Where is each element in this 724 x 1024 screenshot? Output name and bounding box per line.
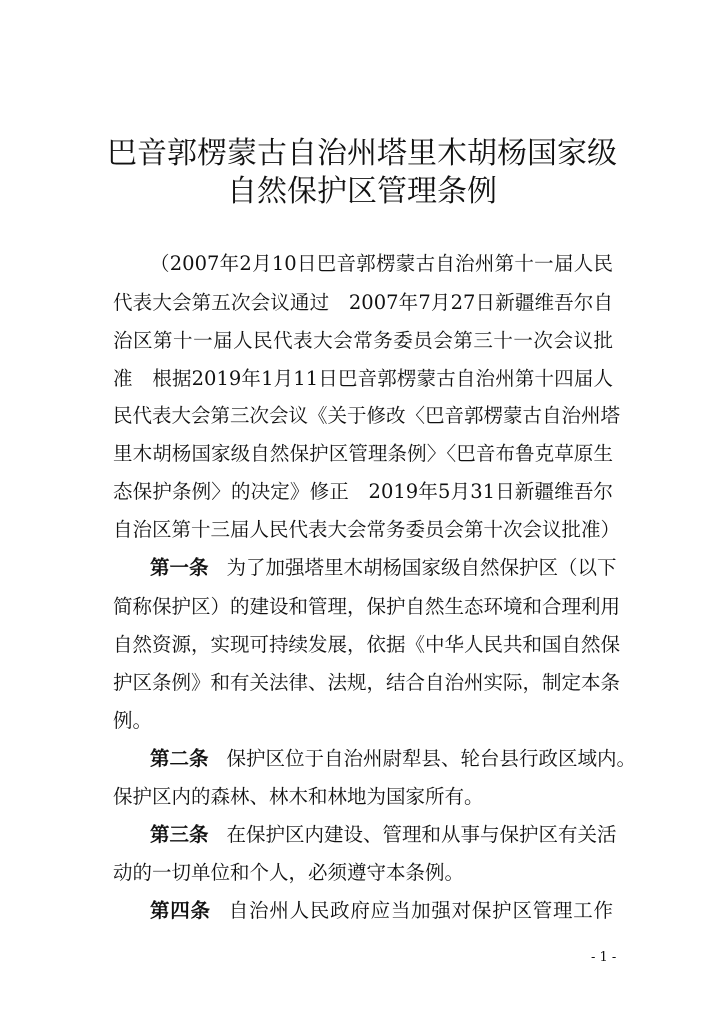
article-4-text: 自治州人民政府应当加强对保护区管理工作 bbox=[228, 899, 613, 922]
preamble-line: （2007年2月10日巴音郭楞蒙古自治州第十一届人民 bbox=[150, 252, 613, 275]
document-title-line-1: 巴音郭楞蒙古自治州塔里木胡杨国家级 bbox=[107, 136, 617, 171]
article-2-first-line bbox=[150, 743, 637, 771]
preamble-line: 治区第十一届人民代表大会常务委员会第三十一次会议批 bbox=[113, 329, 613, 352]
article-3-label: 第三条 bbox=[150, 823, 209, 846]
article-3-text: 在保护区内建设、管理和从事与保护区有关活 bbox=[226, 823, 617, 846]
article-3-first-line bbox=[150, 819, 617, 847]
article-1-line: 简称保护区）的建设和管理，保护自然生态环境和合理利用 bbox=[113, 595, 621, 618]
article-3-line: 动的一切单位和个人，必须遵守本条例。 bbox=[113, 861, 465, 884]
preamble-line: 态保护条例〉的决定》修正 2019年5月31日新疆维吾尔 bbox=[113, 480, 613, 503]
article-2-text: 保护区位于自治州尉犁县、轮台县行政区域内。 bbox=[226, 747, 637, 770]
preamble-line: 代表大会第五次会议通过 2007年7月27日新疆维吾尔自 bbox=[113, 291, 613, 314]
preamble-line: 里木胡杨国家级自然保护区管理条例〉〈巴音布鲁克草原生 bbox=[113, 442, 613, 465]
document-title-line-2: 自然保护区管理条例 bbox=[227, 174, 497, 209]
article-2-line: 保护区内的森林、林木和林地为国家所有。 bbox=[113, 785, 484, 808]
article-1-text: 为了加强塔里木胡杨国家级自然保护区（以下 bbox=[226, 556, 617, 579]
article-1-line: 护区条例》和有关法律、法规，结合自治州实际，制定本条 bbox=[113, 671, 621, 694]
article-1-first-line bbox=[150, 552, 617, 580]
article-2-label: 第二条 bbox=[150, 747, 209, 770]
preamble-line: 民代表大会第三次会议《关于修改〈巴音郭楞蒙古自治州塔 bbox=[113, 404, 621, 427]
page-number: - 1 - bbox=[591, 950, 617, 965]
article-1-label: 第一条 bbox=[150, 556, 209, 579]
article-1-line: 例。 bbox=[113, 709, 153, 732]
article-1-line: 自然资源，实现可持续发展，依据《中华人民共和国自然保 bbox=[113, 633, 621, 656]
preamble-line: 自治区第十三届人民代表大会常务委员会第十次会议批准） bbox=[113, 518, 621, 541]
preamble-line: 准 根据2019年1月11日巴音郭楞蒙古自治州第十四届人 bbox=[113, 367, 613, 390]
article-4-label: 第四条 bbox=[150, 899, 211, 922]
article-4-first-line bbox=[150, 895, 613, 923]
